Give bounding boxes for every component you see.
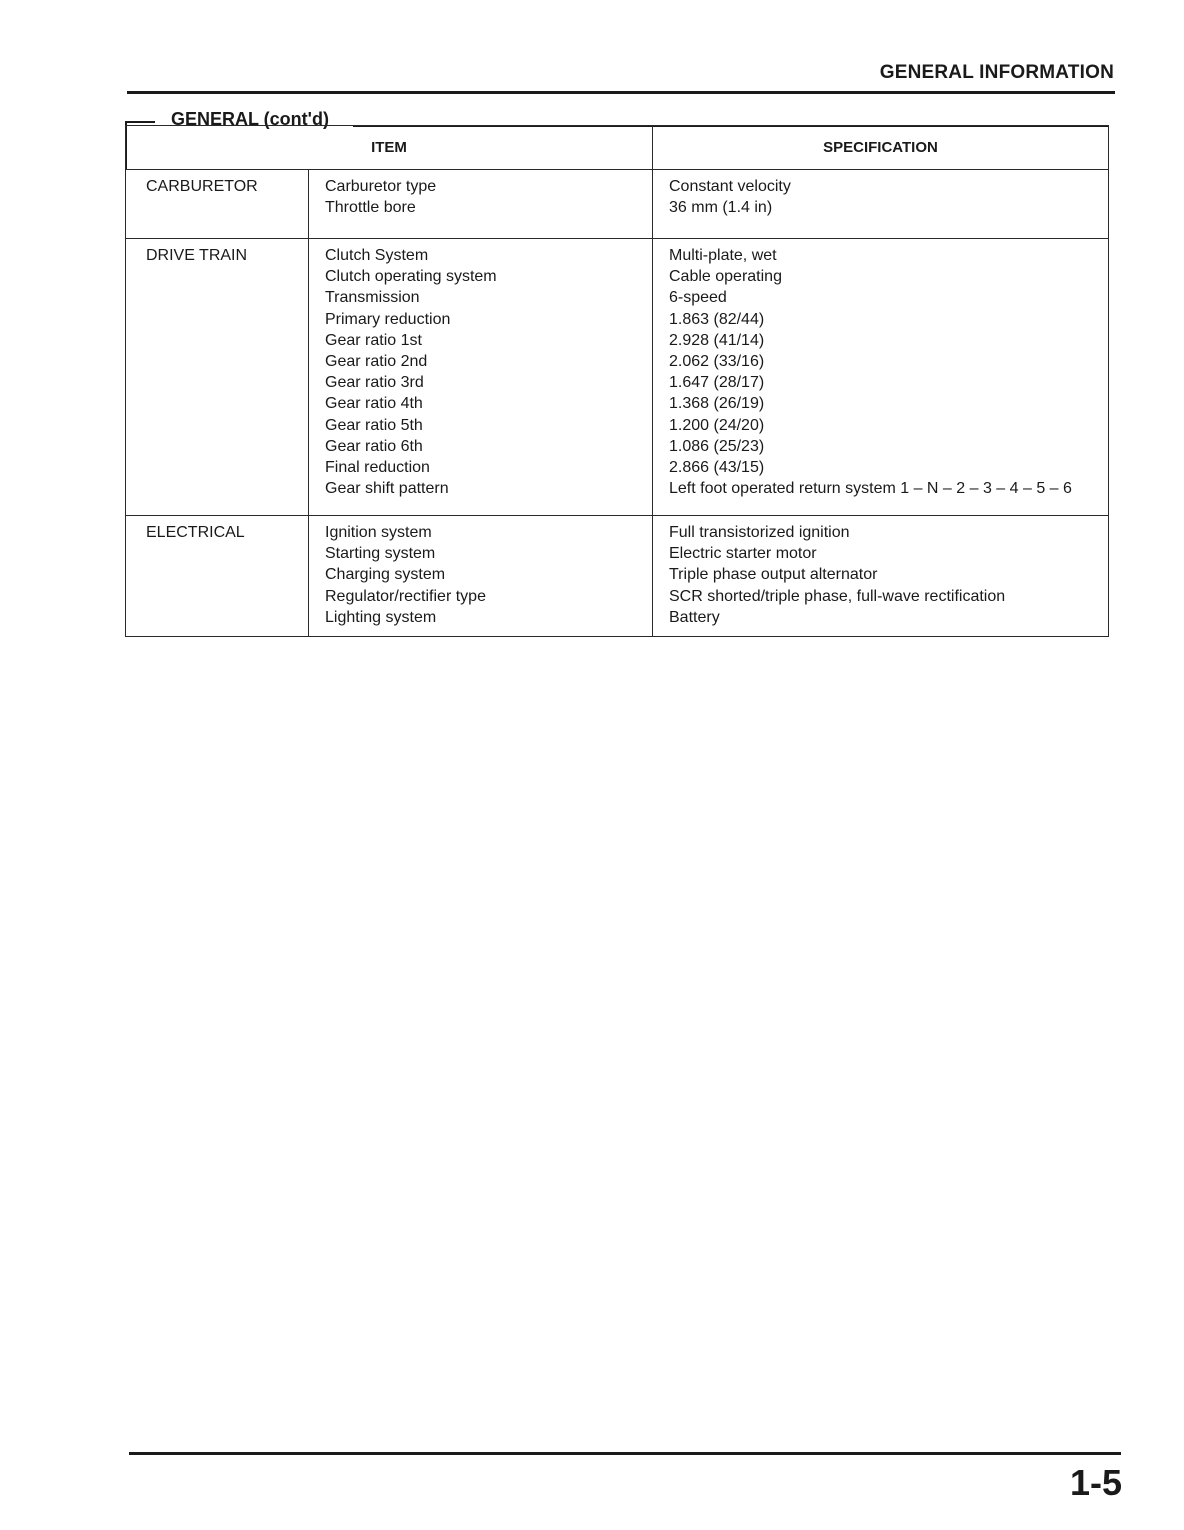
item-label: Clutch System bbox=[325, 247, 429, 264]
spec-table bbox=[125, 125, 1109, 637]
item-label: Transmission bbox=[325, 289, 420, 307]
spec-value: SCR shorted/triple phase, full-wave rectification bbox=[669, 587, 1006, 605]
item-label: Throttle bore bbox=[325, 199, 416, 217]
spec-value: 1.200 (24/20) bbox=[669, 416, 765, 434]
item-column-header: ITEM bbox=[126, 126, 653, 170]
section-title: GENERAL (cont'd) bbox=[163, 109, 337, 130]
items-drive-train bbox=[309, 239, 653, 516]
item-label: Gear ratio 1st bbox=[325, 331, 422, 349]
section-frame-line-left bbox=[125, 121, 155, 123]
items-electrical bbox=[309, 516, 653, 637]
spec-value: Multi-plate, wet bbox=[669, 247, 777, 264]
table-row-carburetor bbox=[126, 170, 1109, 239]
item-label: Regulator/rectifier type bbox=[325, 587, 486, 605]
spec-value: Cable operating bbox=[669, 268, 782, 286]
specs-electrical bbox=[653, 516, 1109, 637]
item-label: Charging system bbox=[325, 566, 446, 584]
spec-value: 1.863 (82/44) bbox=[669, 310, 765, 328]
item-label: Starting system bbox=[325, 545, 436, 563]
spec-value: Electric starter motor bbox=[669, 545, 817, 563]
spec-value: Battery bbox=[669, 608, 720, 626]
spec-value: 6-speed bbox=[669, 289, 727, 307]
item-label: Gear ratio 2nd bbox=[325, 353, 428, 371]
item-label: Gear shift pattern bbox=[325, 480, 449, 498]
spec-value: Left foot operated return system 1 – N – 2 – 3 – 4 – 5 – 6 bbox=[669, 480, 1072, 498]
item-label: Clutch operating system bbox=[325, 268, 497, 286]
spec-value: Full transistorized ignition bbox=[669, 524, 850, 541]
spec-value: 2.866 (43/15) bbox=[669, 459, 765, 477]
table-row-electrical bbox=[126, 516, 1109, 637]
items-carburetor bbox=[309, 170, 653, 239]
item-label: Gear ratio 6th bbox=[325, 437, 423, 455]
item-label: Gear ratio 5th bbox=[325, 416, 423, 434]
spec-value: 1.086 (25/23) bbox=[669, 437, 765, 455]
item-label: Final reduction bbox=[325, 459, 430, 477]
spec-value: 36 mm (1.4 in) bbox=[669, 199, 773, 217]
spec-value: 2.928 (41/14) bbox=[669, 331, 765, 349]
specs-drive-train bbox=[653, 239, 1109, 516]
category-electrical: ELECTRICAL bbox=[126, 516, 309, 637]
spec-value: 1.647 (28/17) bbox=[669, 374, 765, 392]
item-label: Gear ratio 4th bbox=[325, 395, 423, 413]
table-row-drive-train bbox=[126, 239, 1109, 516]
spec-value: Constant velocity bbox=[669, 178, 791, 195]
category-drive-train: DRIVE TRAIN bbox=[126, 239, 309, 516]
item-label: Lighting system bbox=[325, 608, 437, 626]
footer-rule bbox=[129, 1452, 1121, 1455]
specs-carburetor bbox=[653, 170, 1109, 239]
spec-value: 1.368 (26/19) bbox=[669, 395, 765, 413]
item-label: Ignition system bbox=[325, 524, 432, 541]
page-number: 1-5 bbox=[1069, 1462, 1122, 1503]
spec-value: Triple phase output alternator bbox=[669, 566, 878, 584]
item-label: Carburetor type bbox=[325, 178, 437, 195]
spec-value: 2.062 (33/16) bbox=[669, 353, 765, 371]
header-rule bbox=[127, 91, 1115, 94]
specification-column-header: SPECIFICATION bbox=[653, 126, 1109, 170]
table-header-row bbox=[126, 126, 1109, 170]
category-carburetor: CARBURETOR bbox=[126, 170, 309, 239]
item-label: Primary reduction bbox=[325, 310, 451, 328]
item-label: Gear ratio 3rd bbox=[325, 374, 424, 392]
page-header-title: GENERAL INFORMATION bbox=[879, 62, 1114, 83]
